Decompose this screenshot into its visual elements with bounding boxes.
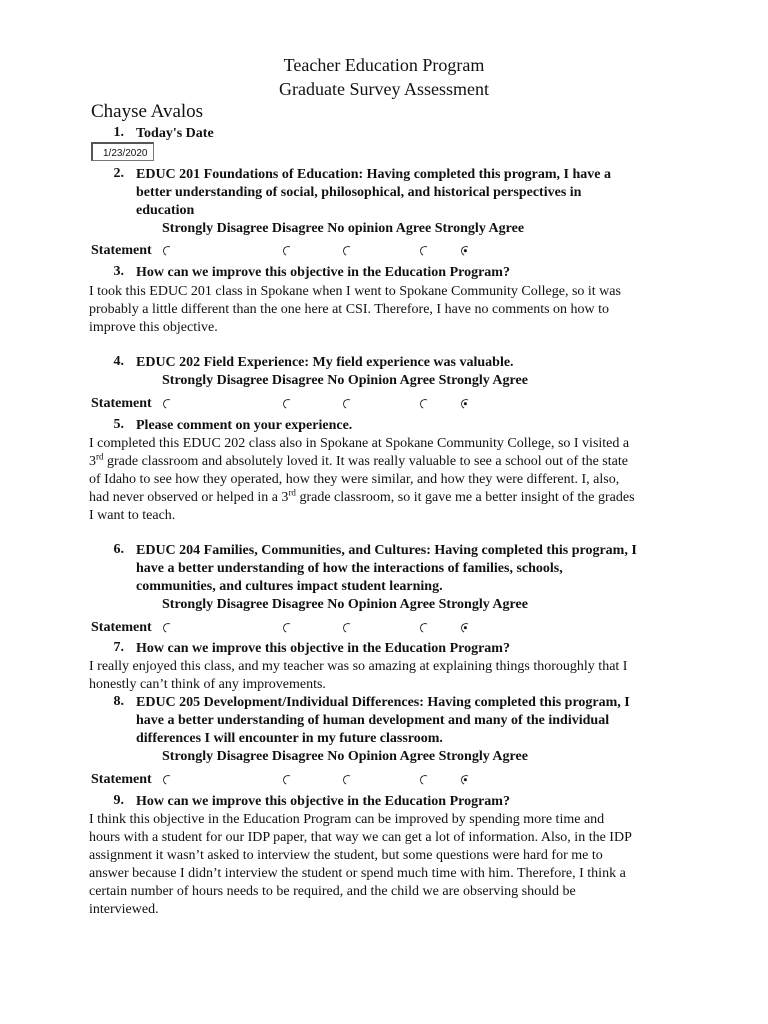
q7-label: How can we improve this objective in the Education Program? <box>136 641 510 656</box>
q2-line2: better understanding of social, philosophical, and historical perspectives in <box>136 185 582 200</box>
q5-answer-line2: 3rd grade classroom and absolutely loved it. It was really valuable to see a school out of the state <box>89 451 628 469</box>
q5-answer-line4: had never observed or helped in a 3rd grade classroom, so it gave me a better insight of the grades <box>89 487 635 505</box>
q1-number: 1. <box>113 125 124 140</box>
q4-label: EDUC 202 Field Experience: My field experience was valuable. <box>136 355 514 370</box>
q9-number: 9. <box>113 793 124 808</box>
q5-number: 5. <box>113 417 124 432</box>
q8-radio-strongly-disagree[interactable] <box>162 774 175 787</box>
q9-answer-line2: hours with a student for our IDP paper, that way we can get a lot of information. Also, in the IDP <box>89 830 632 845</box>
q2-radio-strongly-disagree[interactable] <box>162 245 175 258</box>
q2-scale-header: Strongly Disagree Disagree No opinion Agree Strongly Agree <box>162 221 525 236</box>
q8-radio-no-opinion[interactable] <box>342 774 355 787</box>
q4-radio-disagree[interactable] <box>282 398 295 411</box>
q9-answer-line4: answer because I didn’t interview the student or spend much time with him. Therefore, I think a <box>89 866 626 881</box>
q8-line1: EDUC 205 Development/Individual Differences: Having completed this program, I <box>136 695 630 710</box>
q3-answer-line1: I took this EDUC 201 class in Spokane when I went to Spokane Community College, so it was <box>89 284 621 299</box>
q5-answer-line1: I completed this EDUC 202 class also in Spokane at Spokane Community College, so I visited a <box>89 436 630 451</box>
q8-line2: have a better understanding of human development and many of the individual <box>136 713 610 728</box>
q6-radio-disagree[interactable] <box>282 622 295 635</box>
q6-line1: EDUC 204 Families, Communities, and Cultures: Having completed this program, I <box>136 543 637 558</box>
date-field[interactable]: 1/23/2020 <box>91 142 154 161</box>
q2-number: 2. <box>113 166 124 181</box>
q6-scale-header: Strongly Disagree Disagree No Opinion Agree Strongly Agree <box>162 597 528 612</box>
q7-answer-line1: I really enjoyed this class, and my teacher was so amazing at explaining things thoroughly that I <box>89 659 628 674</box>
q8-radio-agree[interactable] <box>419 774 432 787</box>
q5-label: Please comment on your experience. <box>136 418 353 433</box>
q9-answer-line1: I think this objective in the Education Program can be improved by spending more time and <box>89 812 605 827</box>
q9-answer-line5: certain number of hours needs to be required, and the child we are observing should be <box>89 884 576 899</box>
q1-label: Today's Date <box>136 126 214 141</box>
q8-number: 8. <box>113 694 124 709</box>
document-subtitle: Graduate Survey Assessment <box>279 79 489 99</box>
q4-radio-no-opinion[interactable] <box>342 398 355 411</box>
q3-answer-line3: improve this objective. <box>89 320 218 335</box>
q3-answer-line2: probably a little different than the one here at CSI. Therefore, I have no comments on how to <box>89 302 610 317</box>
q2-radio-disagree[interactable] <box>282 245 295 258</box>
q2-radio-strongly-agree[interactable] <box>460 245 473 258</box>
q8-radio-strongly-agree[interactable] <box>460 774 473 787</box>
q4-radio-agree[interactable] <box>419 398 432 411</box>
q6-number: 6. <box>113 542 124 557</box>
q5-answer-line5: I want to teach. <box>89 508 176 523</box>
q6-radio-no-opinion[interactable] <box>342 622 355 635</box>
q6-line3: communities, and cultures impact student learning. <box>136 579 443 594</box>
q3-number: 3. <box>113 264 124 279</box>
respondent-name: Chayse Avalos <box>91 101 204 122</box>
q2-line3: education <box>136 203 195 218</box>
q2-line1: EDUC 201 Foundations of Education: Having completed this program, I have a <box>136 167 612 182</box>
q8-line3: differences I will encounter in my future classroom. <box>136 731 443 746</box>
q4-radio-strongly-agree[interactable] <box>460 398 473 411</box>
q3-label: How can we improve this objective in the Education Program? <box>136 265 510 280</box>
q9-label: How can we improve this objective in the Education Program? <box>136 794 510 809</box>
q6-statement-label: Statement <box>91 620 152 635</box>
q6-radio-strongly-agree[interactable] <box>460 622 473 635</box>
document-title: Teacher Education Program <box>283 55 485 75</box>
q8-radio-disagree[interactable] <box>282 774 295 787</box>
q9-answer-line6: interviewed. <box>89 902 159 917</box>
q4-number: 4. <box>113 354 124 369</box>
q6-radio-agree[interactable] <box>419 622 432 635</box>
q7-number: 7. <box>113 640 124 655</box>
q6-line2: have a better understanding of how the interactions of families, schools, <box>136 561 563 576</box>
q6-radio-strongly-disagree[interactable] <box>162 622 175 635</box>
q7-answer-line2: honestly can’t think of any improvements. <box>89 677 326 692</box>
q8-scale-header: Strongly Disagree Disagree No Opinion Agree Strongly Agree <box>162 749 528 764</box>
q4-radio-strongly-disagree[interactable] <box>162 398 175 411</box>
q2-radio-no-opinion[interactable] <box>342 245 355 258</box>
q4-statement-label: Statement <box>91 396 152 411</box>
q9-answer-line3: assignment it wasn’t asked to interview the student, but some questions were hard for me to <box>89 848 603 863</box>
q5-answer-line3: of Idaho to see how they operated, how they were similar, and how they were different. I, also, <box>89 472 620 487</box>
q2-statement-label: Statement <box>91 243 152 258</box>
q8-statement-label: Statement <box>91 772 152 787</box>
q4-scale-header: Strongly Disagree Disagree No Opinion Agree Strongly Agree <box>162 373 528 388</box>
q2-radio-agree[interactable] <box>419 245 432 258</box>
